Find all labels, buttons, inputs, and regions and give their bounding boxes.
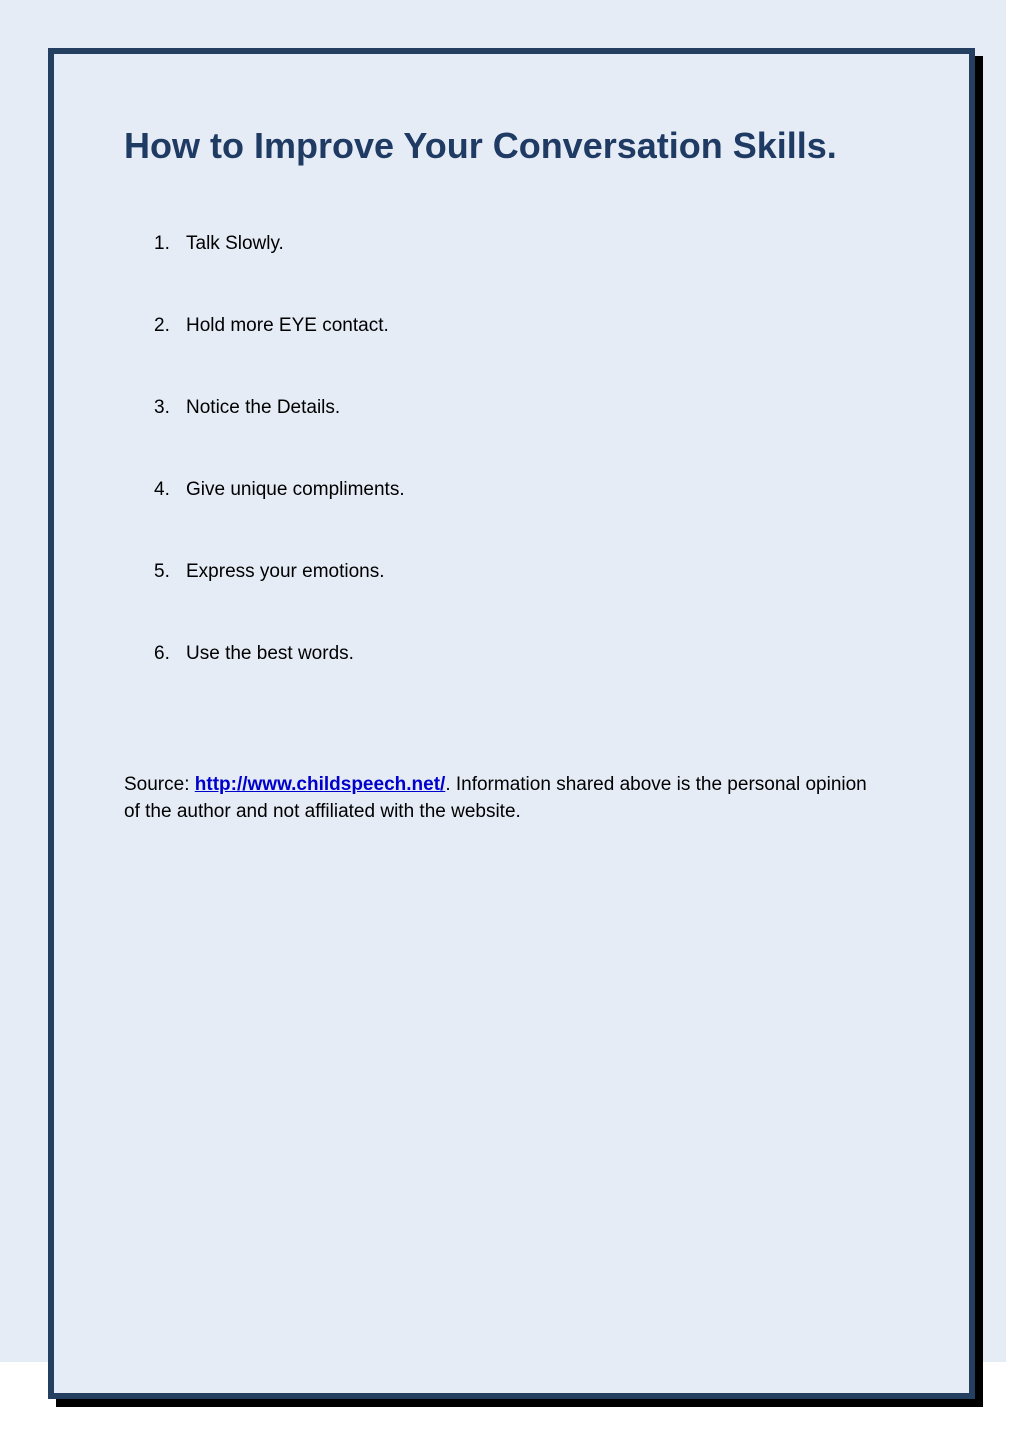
- list-item-text: Give unique compliments.: [186, 479, 405, 500]
- source-paragraph: [124, 771, 884, 825]
- source-disclaimer: . Information shared above is the personal opinion of the author and not affiliated with the website.: [124, 774, 867, 822]
- list-item-text: Talk Slowly.: [186, 233, 284, 254]
- list-item-text: Notice the Details.: [186, 397, 341, 418]
- page-title: How to Improve Your Conversation Skills.: [124, 125, 837, 166]
- list-item-number: 3.: [154, 397, 170, 418]
- list-item-number: 2.: [154, 315, 170, 336]
- source-link[interactable]: http://www.childspeech.net/: [194, 774, 446, 795]
- list-item-text: Hold more EYE contact.: [186, 315, 389, 336]
- list-item-number: 4.: [154, 479, 170, 500]
- list-item-number: 1.: [154, 233, 170, 254]
- source-label: Source:: [124, 774, 195, 795]
- list-item-number: 5.: [154, 561, 170, 582]
- list-item-text: Use the best words.: [186, 643, 354, 664]
- list-item-number: 6.: [154, 643, 170, 664]
- list-item-text: Express your emotions.: [186, 561, 385, 582]
